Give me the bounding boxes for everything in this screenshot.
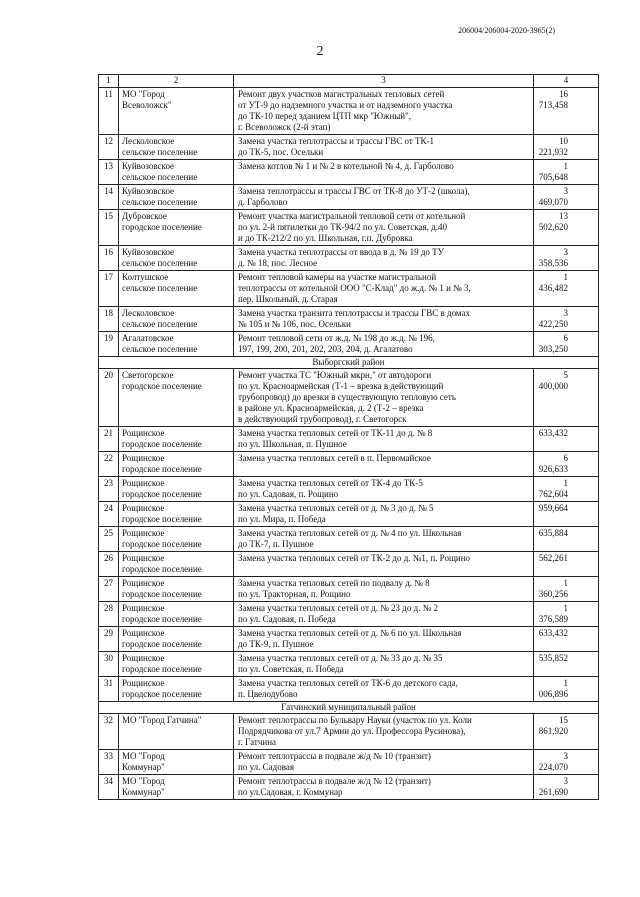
municipality-line: Рощинское: [122, 478, 165, 488]
row-number: 18: [99, 307, 119, 332]
section-row: [99, 357, 599, 369]
table-row: [99, 88, 599, 135]
amount-cell: 16 713,458: [534, 88, 599, 135]
municipality-line: городское поселение: [122, 564, 202, 574]
work-description-cell: [234, 677, 534, 702]
table-row: [99, 210, 599, 246]
municipality-line: Рощинское: [122, 553, 165, 563]
work-description-cell: [234, 160, 534, 185]
amount-cell: 3 358,536: [534, 246, 599, 271]
municipality-cell: [119, 602, 234, 627]
work-description-line: д. № 18, пос. Лесное: [238, 258, 318, 268]
municipality-line: городское поселение: [122, 514, 202, 524]
amount-cell: 635,884: [534, 527, 599, 552]
municipality-line: Светогорское: [122, 370, 174, 380]
work-description-cell: [234, 577, 534, 602]
work-description-line: по ул. Тракторная, п. Рощино: [238, 589, 351, 599]
work-description-line: Ремонт тепловой камеры на участке магистральной: [238, 272, 437, 282]
row-number: 28: [99, 602, 119, 627]
municipality-line: городское поселение: [122, 589, 202, 599]
work-description-line: по ул. 2-й пятилетки до ТК-94/2 по ул. Советская, д.40: [238, 222, 447, 232]
municipality-line: Рощинское: [122, 678, 165, 688]
municipality-line: Рощинское: [122, 578, 165, 588]
table-row: [99, 577, 599, 602]
municipality-line: Куйвозовское: [122, 186, 175, 196]
municipality-cell: [119, 714, 234, 750]
municipality-line: городское поселение: [122, 381, 202, 391]
row-number: 11: [99, 88, 119, 135]
work-description-line: до ТК-5, пос. Осельки: [238, 147, 324, 157]
municipality-cell: [119, 427, 234, 452]
work-description-line: Замена участка тепловых сетей от ТК-2 до д. №1, п. Рощино: [238, 553, 471, 563]
work-description-line: и до ТК-212/2 по ул. Школьная, г.п. Дубровка: [238, 233, 413, 243]
municipality-line: Коммунар": [122, 787, 165, 797]
row-number: 34: [99, 775, 119, 800]
work-description-cell: [234, 477, 534, 502]
table-row: [99, 271, 599, 307]
amount-cell: 6 926,633: [534, 452, 599, 477]
municipality-line: сельское поселение: [122, 283, 198, 293]
municipality-cell: [119, 210, 234, 246]
work-description-line: Замена участка транзита теплотрассы и трассы ГВС в домах: [238, 308, 471, 318]
column-header: 4: [534, 75, 599, 88]
section-row: [99, 702, 599, 714]
column-header: 1: [99, 75, 119, 88]
municipality-line: Рощинское: [122, 628, 165, 638]
amount-cell: 3 469,070: [534, 185, 599, 210]
municipality-cell: [119, 677, 234, 702]
municipality-line: Всеволожск": [122, 100, 172, 110]
work-description-cell: [234, 427, 534, 452]
municipality-cell: [119, 552, 234, 577]
row-number: 16: [99, 246, 119, 271]
column-header: 2: [119, 75, 234, 88]
work-description-line: трубопровод) до врезки в существующую тепловую сеть: [238, 392, 456, 402]
amount-cell: 633,432: [534, 627, 599, 652]
table-row: [99, 246, 599, 271]
amount-cell: 633,432: [534, 427, 599, 452]
municipality-line: Куйвозовское: [122, 161, 175, 171]
municipality-line: городское поселение: [122, 464, 202, 474]
table-row: [99, 677, 599, 702]
table-row: [99, 332, 599, 357]
amount-cell: 562,261: [534, 552, 599, 577]
amount-cell: 13 502,620: [534, 210, 599, 246]
municipality-line: сельское поселение: [122, 319, 198, 329]
row-number: 14: [99, 185, 119, 210]
work-description-cell: [234, 502, 534, 527]
municipality-line: МО "Город: [122, 751, 165, 761]
column-header: 3: [234, 75, 534, 88]
work-description-line: Замена участка тепловых сетей от д. № 6 по ул. Школьная: [238, 628, 462, 638]
work-description-cell: [234, 271, 534, 307]
work-description-line: от УТ-9 до надземного участка и от надземного участка: [238, 100, 453, 110]
work-description-line: п. Цвелодубово: [238, 689, 298, 699]
municipality-line: Дубровское: [122, 211, 167, 221]
row-number: 26: [99, 552, 119, 577]
work-description-line: пер. Школьный, д. Старая: [238, 294, 338, 304]
municipality-cell: [119, 332, 234, 357]
municipality-line: Лесколовское: [122, 136, 175, 146]
work-description-cell: [234, 135, 534, 160]
row-number: 22: [99, 452, 119, 477]
municipality-cell: [119, 452, 234, 477]
municipality-line: городское поселение: [122, 689, 202, 699]
municipality-line: сельское поселение: [122, 197, 198, 207]
table-row: [99, 135, 599, 160]
municipality-cell: [119, 477, 234, 502]
page-number: 2: [316, 44, 324, 59]
table-row: [99, 627, 599, 652]
table-row: [99, 775, 599, 800]
table-row: [99, 185, 599, 210]
table-row: [99, 160, 599, 185]
municipality-line: городское поселение: [122, 664, 202, 674]
municipality-line: Рощинское: [122, 603, 165, 613]
amount-cell: 1 376,589: [534, 602, 599, 627]
municipality-cell: [119, 88, 234, 135]
municipality-cell: [119, 307, 234, 332]
work-description-cell: [234, 452, 534, 477]
amount-cell: 1 705,648: [534, 160, 599, 185]
document-id: 206004/206004-2020-3965(2): [458, 26, 555, 35]
row-number: 12: [99, 135, 119, 160]
municipality-cell: [119, 527, 234, 552]
row-number: 31: [99, 677, 119, 702]
work-description-line: по ул. Садовая, п. Рощино: [238, 489, 339, 499]
work-description-line: по ул. Садовая, п. Победа: [238, 614, 336, 624]
work-description-line: г. Гатчина: [238, 737, 277, 747]
work-description-line: № 105 и № 106, пос. Осельки: [238, 319, 351, 329]
municipality-line: городское поселение: [122, 639, 202, 649]
table-row: [99, 427, 599, 452]
amount-cell: 1 006,896: [534, 677, 599, 702]
work-description-line: Замена участка тепловых сетей от ТК-11 до д. № 8: [238, 428, 433, 438]
work-description-cell: [234, 775, 534, 800]
municipality-cell: [119, 775, 234, 800]
table-row: [99, 652, 599, 677]
row-number: 19: [99, 332, 119, 357]
section-title: Гатчинский муниципальный район: [99, 702, 599, 714]
work-description-cell: [234, 527, 534, 552]
municipality-cell: [119, 135, 234, 160]
work-description-line: г. Всеволожск (2-й этап): [238, 122, 331, 132]
work-description-cell: [234, 750, 534, 775]
municipality-line: Колтушское: [122, 272, 169, 282]
work-description-line: Замена участка тепловых сетей от д. № 3 до д. № 5: [238, 503, 434, 513]
work-description-line: Замена участка тепловых сетей от д. № 4 по ул. Школьная: [238, 528, 462, 538]
municipality-line: городское поселение: [122, 539, 202, 549]
work-description-line: Замена участка теплотрассы от ввода в д. № 19 до ТУ: [238, 247, 445, 257]
work-description-line: Ремонт теплотрассы в подвале ж/д № 12 (транзит): [238, 776, 431, 786]
municipality-line: МО "Город: [122, 89, 165, 99]
municipality-line: Рощинское: [122, 453, 165, 463]
row-number: 21: [99, 427, 119, 452]
municipality-cell: [119, 271, 234, 307]
work-description-line: до ТК-10 перед зданием ЦТП мкр "Южный",: [238, 111, 412, 121]
municipality-line: сельское поселение: [122, 258, 198, 268]
work-description-cell: [234, 246, 534, 271]
amount-cell: 3 224,070: [534, 750, 599, 775]
municipality-line: Рощинское: [122, 528, 165, 538]
municipality-line: МО "Город Гатчина": [122, 715, 202, 725]
section-title: Выборгский район: [99, 357, 599, 369]
table-row: [99, 369, 599, 427]
amount-cell: 5 400,000: [534, 369, 599, 427]
municipality-line: Куйвозовское: [122, 247, 175, 257]
amount-cell: 1 436,482: [534, 271, 599, 307]
work-description-cell: [234, 552, 534, 577]
row-number: 13: [99, 160, 119, 185]
work-description-cell: [234, 627, 534, 652]
municipality-line: Рощинское: [122, 503, 165, 513]
row-number: 33: [99, 750, 119, 775]
table-row: [99, 452, 599, 477]
work-description-line: до ТК-7, п. Пушное: [238, 539, 314, 549]
amount-cell: 959,664: [534, 502, 599, 527]
header-row: [99, 75, 599, 88]
municipality-line: городское поселение: [122, 222, 202, 232]
row-number: 23: [99, 477, 119, 502]
work-description-cell: [234, 652, 534, 677]
municipality-cell: [119, 627, 234, 652]
municipality-line: сельское поселение: [122, 344, 198, 354]
work-description-line: Замена участка тепловых сетей по подвалу д. № 8: [238, 578, 430, 588]
table-row: [99, 527, 599, 552]
work-description-line: Замена котлов № 1 и № 2 в котельной № 4, д. Гарболово: [238, 161, 454, 171]
municipality-line: Коммунар": [122, 762, 165, 772]
municipality-line: сельское поселение: [122, 147, 198, 157]
amount-cell: 3 261,690: [534, 775, 599, 800]
works-table: [98, 74, 599, 800]
table-row: [99, 602, 599, 627]
municipality-line: городское поселение: [122, 489, 202, 499]
municipality-cell: [119, 246, 234, 271]
work-description-line: Ремонт теплотрассы в подвале ж/д № 10 (транзит): [238, 751, 431, 761]
work-description-line: Замена участка тепловых сетей от д. № 33 до д. № 35: [238, 653, 443, 663]
work-description-line: Замена участка теплотрассы и трассы ГВС от ТК-1: [238, 136, 435, 146]
amount-cell: 1 360,256: [534, 577, 599, 602]
row-number: 15: [99, 210, 119, 246]
work-description-line: Подрядчикова от ул.7 Армии до ул. Профессора Русинова),: [238, 726, 466, 736]
row-number: 20: [99, 369, 119, 427]
work-description-line: до ТК-9, п. Пушное: [238, 639, 314, 649]
municipality-cell: [119, 750, 234, 775]
row-number: 30: [99, 652, 119, 677]
work-description-line: в районе ул. Красноармейская, д. 2 (Т-2 – врезка: [238, 403, 424, 413]
work-description-line: Замена теплотрассы и трассы ГВС от ТК-8 до УТ-2 (школа),: [238, 186, 470, 196]
municipality-line: Агалатовское: [122, 333, 174, 343]
municipality-cell: [119, 502, 234, 527]
work-description-line: теплотрассы от котельной ООО "С-Клад" до ж.д. № 1 и № 3,: [238, 283, 471, 293]
work-description-line: Замена участка тепловых сетей от ТК-4 до ТК-5: [238, 478, 423, 488]
work-description-line: Ремонт тепловой сети от ж.д. № 198 до ж.д. № 196,: [238, 333, 435, 343]
table-row: [99, 477, 599, 502]
table-row: [99, 307, 599, 332]
table-row: [99, 502, 599, 527]
work-description-line: по ул. Садовая: [238, 762, 295, 772]
work-description-cell: [234, 185, 534, 210]
work-description-cell: [234, 332, 534, 357]
work-description-line: в действующий трубопровод), г. Светогорск: [238, 414, 407, 424]
table-row: [99, 552, 599, 577]
table-row: [99, 714, 599, 750]
municipality-cell: [119, 160, 234, 185]
municipality-cell: [119, 577, 234, 602]
work-description-line: по ул. Красноармейская (Т-1 – врезка в действующий: [238, 381, 444, 391]
municipality-line: Рощинское: [122, 653, 165, 663]
work-description-line: по ул.Садовая, г. Коммунар: [238, 787, 343, 797]
work-description-line: Ремонт участка магистральной тепловой сети от котельной: [238, 211, 466, 221]
municipality-cell: [119, 369, 234, 427]
work-description-line: Ремонт участка ТС "Южный мкрн," от автодороги: [238, 370, 432, 380]
work-description-line: Ремонт теплотрассы по Бульвару Науки (участок по ул. Коли: [238, 715, 472, 725]
amount-cell: 535,852: [534, 652, 599, 677]
amount-cell: 1 762,604: [534, 477, 599, 502]
row-number: 32: [99, 714, 119, 750]
work-description-cell: [234, 88, 534, 135]
municipality-cell: [119, 185, 234, 210]
work-description-line: Замена участка тепловых сетей от ТК-6 до детского сада,: [238, 678, 458, 688]
row-number: 29: [99, 627, 119, 652]
work-description-cell: [234, 369, 534, 427]
work-description-cell: [234, 210, 534, 246]
municipality-line: Лесколовское: [122, 308, 175, 318]
municipality-cell: [119, 652, 234, 677]
work-description-line: 197, 199, 200, 201, 202, 203, 204, д. Агалатово: [238, 344, 413, 354]
work-description-line: Ремонт двух участков магистральных тепловых сетей: [238, 89, 445, 99]
municipality-line: городское поселение: [122, 439, 202, 449]
work-description-line: по ул. Мира, п. Победа: [238, 514, 326, 524]
amount-cell: 6 303,250: [534, 332, 599, 357]
table-row: [99, 750, 599, 775]
work-description-line: по ул. Советская, п. Победа: [238, 664, 344, 674]
municipality-line: сельское поселение: [122, 172, 198, 182]
row-number: 24: [99, 502, 119, 527]
amount-cell: 3 422,250: [534, 307, 599, 332]
municipality-line: МО "Город: [122, 776, 165, 786]
work-description-cell: [234, 307, 534, 332]
municipality-line: городское поселение: [122, 614, 202, 624]
work-description-line: д. Гарболово: [238, 197, 288, 207]
work-description-cell: [234, 602, 534, 627]
amount-cell: 10 221,932: [534, 135, 599, 160]
work-description-line: Замена участка тепловых сетей от д. № 23 до д. № 2: [238, 603, 439, 613]
row-number: 17: [99, 271, 119, 307]
municipality-line: Рощинское: [122, 428, 165, 438]
work-description-line: Замена участка тепловых сетей в п. Первомайское: [238, 453, 431, 463]
amount-cell: 15 861,920: [534, 714, 599, 750]
work-description-cell: [234, 714, 534, 750]
work-description-line: по ул. Школьная, п. Пушное: [238, 439, 347, 449]
row-number: 27: [99, 577, 119, 602]
row-number: 25: [99, 527, 119, 552]
